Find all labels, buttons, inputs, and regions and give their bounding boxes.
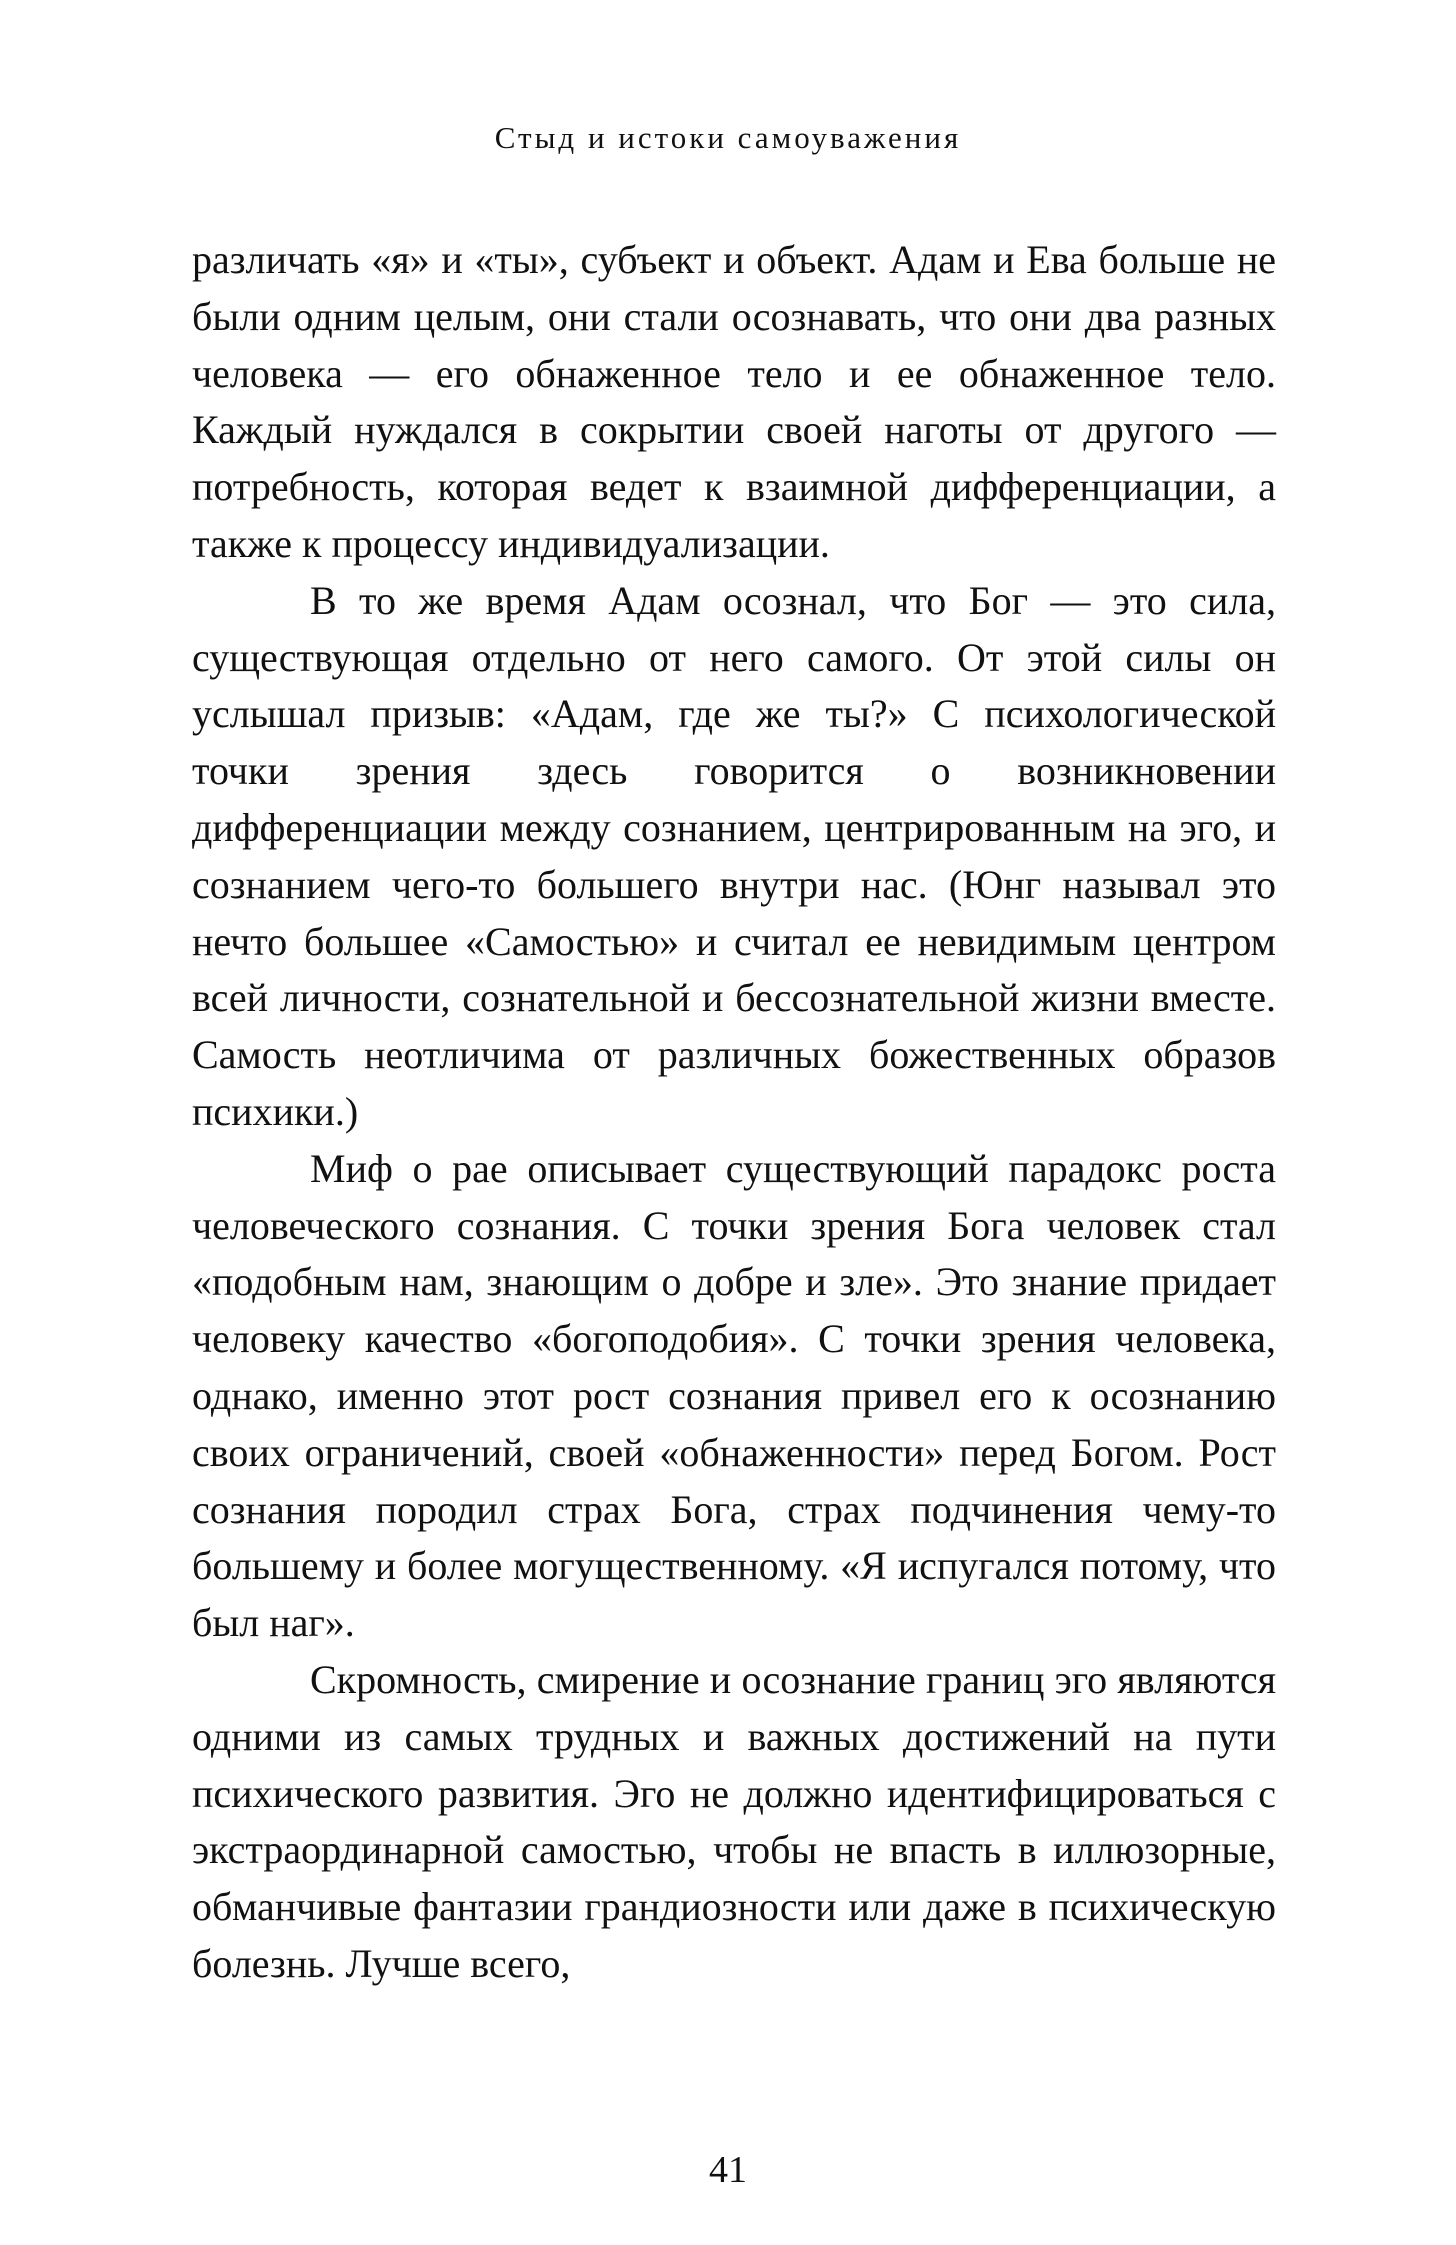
paragraph-continuation: различать «я» и «ты», субъект и объект. Адам и Ева больше не были одним целым, они стали осознавать, что они два разных человека — его обнаженное тело и ее обнаженное тело. Каждый нуждался в сокрытии своей наготы от другого — потребность, которая ведет к взаимной дифференциации, а также к процессу индивидуализации. [192,237,1276,566]
paragraph: Миф о рае описывает существующий парадокс роста человеческого сознания. С точки зрения Бога человек стал «подобным нам, знающим о добре и зле». Это знание придает человеку качество «богоподобия». С точки зрения человека, однако, именно этот рост сознания привел его к осознанию своих ограничений, своей «обнаженности» перед Богом. Рост сознания породил страх Бога, страх подчинения чему-то большему и более могущественному. «Я испугался потому, что был наг». [192,1145,1276,1646]
body-text [192,232,1276,1993]
page-number: 41 [709,2149,747,2191]
running-header: Стыд и истоки самоуважения [494,120,962,155]
paragraph: Скромность, смирение и осознание границ эго являются одними из самых трудных и важных достижений на пути психического развития. Эго не должно идентифицироваться с экстраординарной самостью, чтобы не впасть в иллюзорные, обманчивые фантазии грандиозности или даже в психическую болезнь. Лучше всего, [192,1656,1276,1986]
paragraph: В то же время Адам осознал, что Бог — это сила, существующая отдельно от него самого. От этой силы он услышал призыв: «Адам, где же ты?» С психологической точки зрения здесь говорится о возникновении дифференциации между сознанием, центрированным на эго, и сознанием чего-то большего внутри нас. (Юнг называл это нечто большее «Самостью» и считал ее невидимым центром всей личности, сознательной и бессознательной жизни вместе. Самость неотличима от различных божественных образов психики.) [192,577,1276,1134]
